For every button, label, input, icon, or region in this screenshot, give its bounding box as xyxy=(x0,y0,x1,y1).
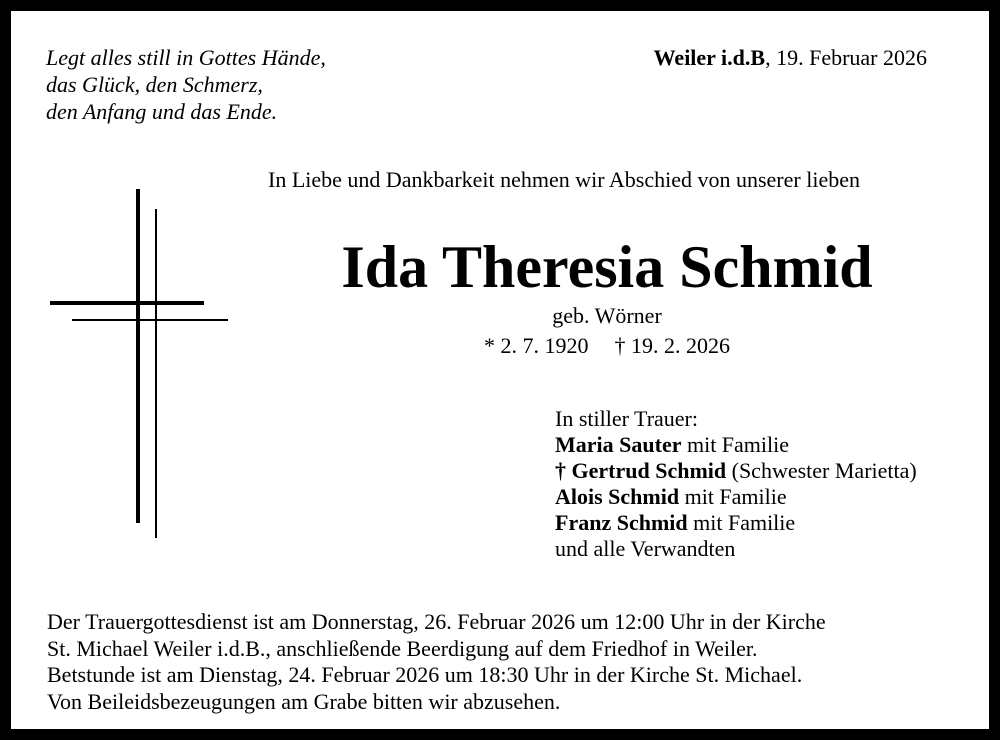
place-date xyxy=(654,44,927,71)
mourner-entry xyxy=(555,484,917,510)
deceased-name: Ida Theresia Schmid xyxy=(341,234,873,300)
birth-date: * 2. 7. 1920 xyxy=(484,333,589,358)
maiden-name: geb. Wörner xyxy=(552,303,662,328)
mourner-suffix: (Schwester Marietta) xyxy=(726,458,917,483)
date: , 19. Februar 2026 xyxy=(765,45,927,70)
service-line: Von Beileidsbezeugungen am Grabe bitten wir abzusehen. xyxy=(47,688,561,714)
mourner-name: Maria Sauter xyxy=(555,432,682,457)
mourner-name: Alois Schmid xyxy=(555,484,680,509)
verse-line: den Anfang und das Ende. xyxy=(46,99,278,124)
mourners xyxy=(555,406,917,562)
mourners-heading: In stiller Trauer: xyxy=(555,406,698,431)
mourner-name: Franz Schmid xyxy=(555,510,688,535)
mourner-entry xyxy=(555,510,917,536)
mourner-entry xyxy=(555,432,917,458)
mourner-suffix: mit Familie xyxy=(681,432,790,457)
death-date: † 19. 2. 2026 xyxy=(614,333,730,358)
mourner-entry xyxy=(555,458,917,484)
service-line: St. Michael Weiler i.d.B., anschließende Beerdigung auf dem Friedhof in Weiler. xyxy=(47,635,758,661)
service-line: Der Trauergottesdienst ist am Donnerstag, 26. Februar 2026 um 12:00 Uhr in der Kirche xyxy=(47,609,826,634)
service-line: Betstunde ist am Dienstag, 24. Februar 2026 um 18:30 Uhr in der Kirche St. Michael. xyxy=(47,662,803,687)
place: Weiler i.d.B xyxy=(653,45,766,70)
verse-line: Legt alles still in Gottes Hände, xyxy=(46,45,326,70)
mourners-closing: und alle Verwandten xyxy=(555,536,736,561)
mourner-name: † Gertrud Schmid xyxy=(555,458,727,483)
mourner-suffix: mit Familie xyxy=(679,484,787,509)
mourner-suffix: mit Familie xyxy=(687,510,796,535)
life-dates xyxy=(11,332,1000,359)
verse-line: das Glück, den Schmerz, xyxy=(46,72,263,97)
service-info xyxy=(47,609,826,715)
intro-text: In Liebe und Dankbarkeit nehmen wir Abschied von unserer lieben xyxy=(268,167,860,192)
